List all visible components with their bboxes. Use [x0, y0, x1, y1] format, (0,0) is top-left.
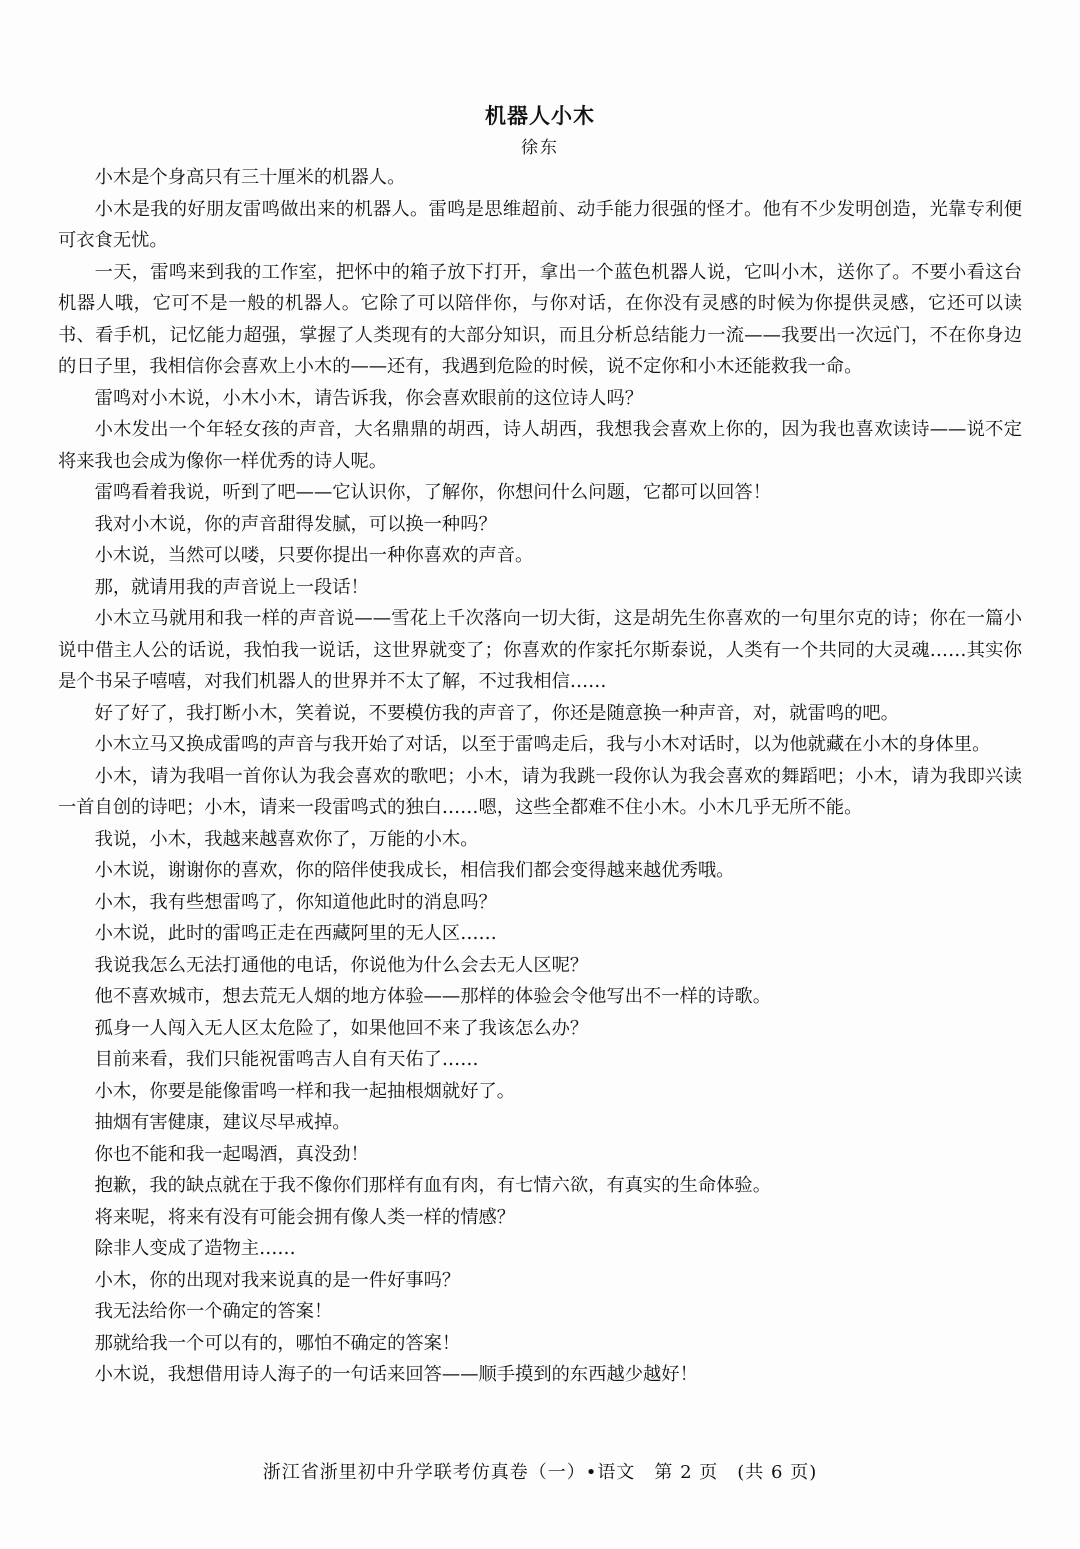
paragraph: 一天，雷鸣来到我的工作室，把怀中的箱子放下打开，拿出一个蓝色机器人说，它叫小木，送你了。不要小看这台机器人哦，它可不是一般的机器人。它除了可以陪伴你，与你对话，在你没有灵感的时候为你提供灵感，它还可以读书、看手机，记忆能力超强，掌握了人类现有的大部分知识，而且分析总结能力一流——我要出一次远门，不在你身边的日子里，我相信你会喜欢上小木的——还有，我遇到危险的时候，说不定你和小木还能救我一命。 [58, 261, 1022, 377]
paragraph: 目前来看，我们只能祝雷鸣吉人自有天佑了…… [94, 1049, 479, 1070]
paragraph: 小木，请为我唱一首你认为我会喜欢的歌吧；小木，请为我跳一段你认为我会喜欢的舞蹈吧；小木，请为我即兴读一首自创的诗吧；小木，请来一段雷鸣式的独白……嗯，这些全都难不住小木。小木几乎无所不能。 [58, 765, 1022, 818]
paragraph: 小木是我的好朋友雷鸣做出来的机器人。雷鸣是思维超前、动手能力很强的怪才。他有不少发明创造，光靠专利便可衣食无忧。 [58, 198, 1022, 251]
paragraph: 小木立马就用和我一样的声音说——雪花上千次落向一切大街，这是胡先生你喜欢的一句里尔克的诗；你在一篇小说中借主人公的话说，我怕我一说话，这世界就变了；你喜欢的作家托尔斯泰说，人类有一个共同的大灵魂……其实你是个书呆子嘻嘻，对我们机器人的世界并不太了解，不过我相信…… [58, 608, 1022, 692]
paragraph: 你也不能和我一起喝酒，真没劲！ [94, 1143, 369, 1165]
article-author: 徐东 [521, 138, 559, 158]
paragraph: 雷鸣对小木说，小木小木，请告诉我，你会喜欢眼前的这位诗人吗？ [94, 387, 644, 409]
paragraph: 将来呢，将来有没有可能会拥有像人类一样的情感？ [94, 1206, 516, 1228]
paragraph: 小木说，当然可以喽，只要你提出一种你喜欢的声音。 [94, 545, 534, 566]
paragraph: 小木，我有些想雷鸣了，你知道他此时的消息吗？ [94, 891, 497, 913]
paragraph: 我说我怎么无法打通他的电话，你说他为什么会去无人区呢？ [94, 954, 589, 976]
paragraph: 小木立马又换成雷鸣的声音与我开始了对话，以至于雷鸣走后，我与小木对话时，以为他就藏在小木的身体里。 [94, 734, 991, 755]
paragraph: 那，就请用我的声音说上一段话！ [94, 576, 369, 598]
paragraph: 那就给我一个可以有的，哪怕不确定的答案！ [94, 1332, 461, 1354]
page-footer: 浙江省浙里初中升学联考仿真卷（一）•语文 第 2 页 (共 6 页) [262, 1462, 818, 1483]
paragraph: 他不喜欢城市，想去荒无人烟的地方体验——那样的体验会令他写出不一样的诗歌。 [94, 986, 771, 1007]
paragraph: 小木说，我想借用诗人海子的一句话来回答——顺手摸到的东西越少越好！ [94, 1364, 698, 1385]
paragraph: 好了好了，我打断小木，笑着说，不要模仿我的声音了，你还是随意换一种声音，对，就雷鸣的吧。 [94, 702, 899, 724]
paragraph: 小木发出一个年轻女孩的声音，大名鼎鼎的胡西，诗人胡西，我想我会喜欢上你的，因为我也喜欢读诗——说不定将来我也会成为像你一样优秀的诗人呢。 [58, 419, 1022, 472]
paragraph: 我对小木说，你的声音甜得发腻，可以换一种吗？ [94, 513, 497, 535]
paragraph: 小木，你的出现对我来说真的是一件好事吗？ [94, 1269, 461, 1291]
paragraph: 孤身一人闯入无人区太危险了，如果他回不来了我该怎么办？ [94, 1017, 589, 1039]
paragraph: 除非人变成了造物主…… [94, 1238, 296, 1259]
article-body [58, 162, 1022, 1391]
paragraph: 我说，小木，我越来越喜欢你了，万能的小木。 [94, 828, 479, 850]
paragraph: 小木说，谢谢你的喜欢，你的陪伴使我成长，相信我们都会变得越来越优秀哦。 [94, 860, 735, 881]
paragraph: 我无法给你一个确定的答案！ [94, 1301, 333, 1322]
paragraph: 雷鸣看着我说，听到了吧——它认识你，了解你，你想问什么问题，它都可以回答！ [94, 482, 771, 503]
paragraph: 抱歉，我的缺点就在于我不像你们那样有血有肉，有七情六欲，有真实的生命体验。 [94, 1175, 771, 1196]
article-title: 机器人小木 [485, 104, 595, 128]
paragraph: 小木说，此时的雷鸣正走在西藏阿里的无人区…… [94, 923, 497, 944]
paragraph: 小木，你要是能像雷鸣一样和我一起抽根烟就好了。 [94, 1080, 516, 1102]
paragraph: 小木是个身高只有三十厘米的机器人。 [94, 167, 406, 188]
paragraph: 抽烟有害健康，建议尽早戒掉。 [94, 1112, 351, 1133]
